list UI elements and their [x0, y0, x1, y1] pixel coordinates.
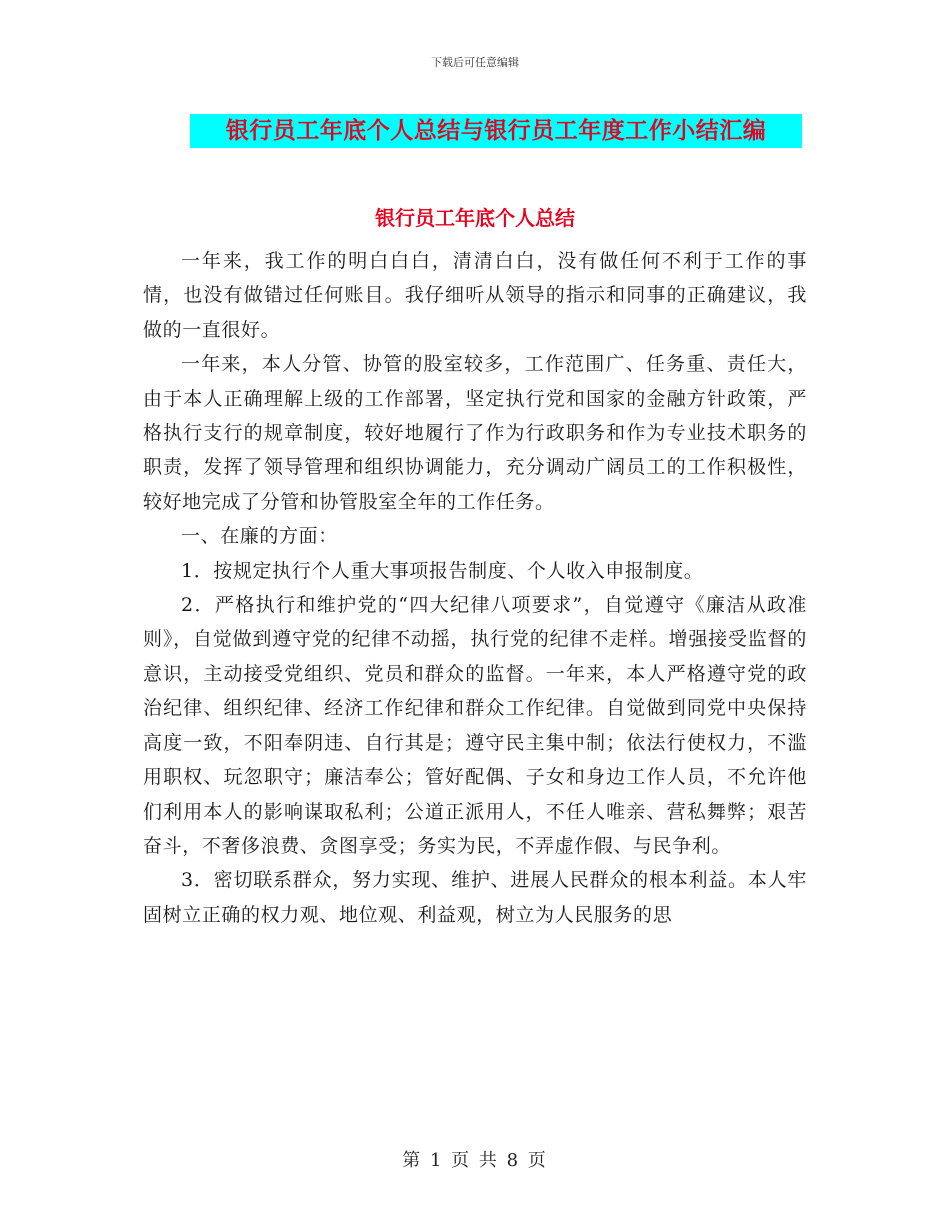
paragraph: 一、在廉的方面：: [181, 525, 338, 548]
paragraph: 一年来，我工作的明白白白，清清白白，没有做任何不利于工作的事情，也没有做错过任何账目。我仔细听从领导的指示和同事的正确建议，我做的一直很好。: [143, 250, 807, 341]
header-note: 下载后可任意编辑: [431, 56, 519, 69]
document-title: 银行员工年底个人总结与银行员工年度工作小结汇编: [225, 118, 767, 144]
paragraph: 2．严格执行和维护党的“四大纪律八项要求”，自觉遵守《廉洁从政准则》，自觉做到遵守党的纪律不动摇，执行党的纪律不走样。增强接受监督的意识，主动接受党组织、党员和群众的监督。一年来，本人严格遵守党的政治纪律、组织纪律、经济工作纪律和群众工作纪律。自觉做到同党中央保持高度一致，不阳奉阴违、自行其是；遵守民主集中制；依法行使权力，不滥用职权、玩忽职守；廉洁奉公；管好配偶、子女和身边工作人员，不允许他们利用本人的影响谋取私利；公道正派用人，不任人唯亲、营私舞弊；艰苦奋斗，不奢侈浪费、贪图享受；务实为民，不弄虚作假、与民争利。: [143, 594, 807, 857]
page-number: 第 1 页 共 8 页: [402, 1150, 548, 1171]
document-body: [143, 244, 807, 932]
section-title: 银行员工年底个人总结: [375, 206, 575, 230]
paragraph: 一年来，本人分管、协管的股室较多，工作范围广、任务重、责任大，由于本人正确理解上级的工作部署，坚定执行党和国家的金融方针政策，严格执行支行的规章制度，较好地履行了作为行政职务和作为专业技术职务的职责，发挥了领导管理和组织协调能力，充分调动广阔员工的工作积极性，较好地完成了分管和协管股室全年的工作任务。: [143, 353, 807, 513]
paragraph: 1．按规定执行个人重大事项报告制度、个人收入申报制度。: [181, 559, 704, 582]
paragraph: 3．密切联系群众，努力实现、维护、进展人民群众的根本利益。本人牢固树立正确的权力观、地位观、利益观，树立为人民服务的思: [143, 869, 807, 926]
